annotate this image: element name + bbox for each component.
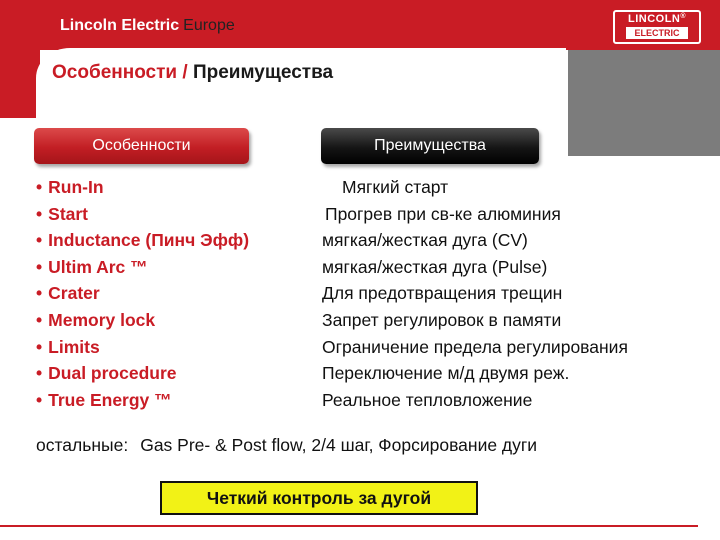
benefit-item: Запрет регулировок в памяти [322, 309, 562, 330]
logo-registered-mark: ® [680, 13, 687, 20]
title-features: Особенности [52, 62, 178, 83]
bullet-icon: • [36, 336, 43, 357]
bullet-icon: • [36, 363, 43, 384]
title-area-background [36, 48, 566, 126]
header-left-strip [0, 0, 40, 118]
benefit-item: Реальное тепловложение [322, 389, 533, 410]
feature-item: • Run-In [36, 177, 104, 197]
page-title [52, 62, 333, 84]
bullet-icon: • [36, 256, 43, 277]
feature-item: • Crater [36, 283, 100, 304]
feature-item: • Limits [36, 336, 100, 357]
benefit-item: Переключение м/д двумя реж. [322, 363, 570, 384]
title-benefits: Преимущества [192, 62, 334, 83]
header-grey-block [568, 50, 720, 156]
bullet-icon: • [36, 203, 43, 224]
features-header: Особенности [34, 128, 249, 164]
feature-item: • Memory lock [36, 309, 156, 330]
benefit-item: Ограничение предела регулирования [322, 336, 628, 357]
benefit-item: Для предотвращения трещин [322, 283, 563, 304]
benefit-item: Мягкий старт [342, 177, 449, 197]
bullet-icon: • [36, 230, 43, 251]
lincoln-logo [613, 10, 701, 44]
benefits-header: Преимущества [321, 128, 539, 164]
brand-main: Lincoln Electric [60, 17, 180, 34]
bullet-icon: • [36, 389, 43, 410]
bottom-divider [0, 525, 698, 527]
feature-item: • Inductance (Пинч Эфф) [36, 230, 250, 251]
feature-item: • True Energy ™ [36, 389, 172, 410]
bullet-icon: • [36, 309, 43, 330]
other-features-line [36, 435, 537, 456]
logo-bottom-text: ELECTRIC [626, 27, 688, 39]
feature-item: • Ultim Arc ™ [36, 256, 148, 277]
other-features-label: остальные: [36, 435, 129, 455]
feature-item: • Start [36, 203, 89, 224]
title-separator: / [177, 62, 193, 83]
benefits-list [322, 174, 628, 413]
other-features-text: Gas Pre- & Post flow, 2/4 шаг, Форсирование дуги [140, 435, 538, 455]
features-list [36, 174, 249, 413]
feature-item: • Dual procedure [36, 363, 177, 384]
brand-name [60, 17, 235, 35]
bullet-icon: • [36, 177, 43, 197]
logo-top-text: LINCOLN [627, 13, 681, 25]
brand-suffix: Europe [183, 17, 235, 34]
highlight-box: Четкий контроль за дугой [160, 481, 478, 515]
benefit-item: мягкая/жесткая дуга (CV) [322, 230, 528, 251]
benefit-item: Прогрев при св-ке алюминия [325, 203, 561, 224]
benefit-item: мягкая/жесткая дуга (Pulse) [322, 256, 548, 277]
bullet-icon: • [36, 283, 43, 304]
